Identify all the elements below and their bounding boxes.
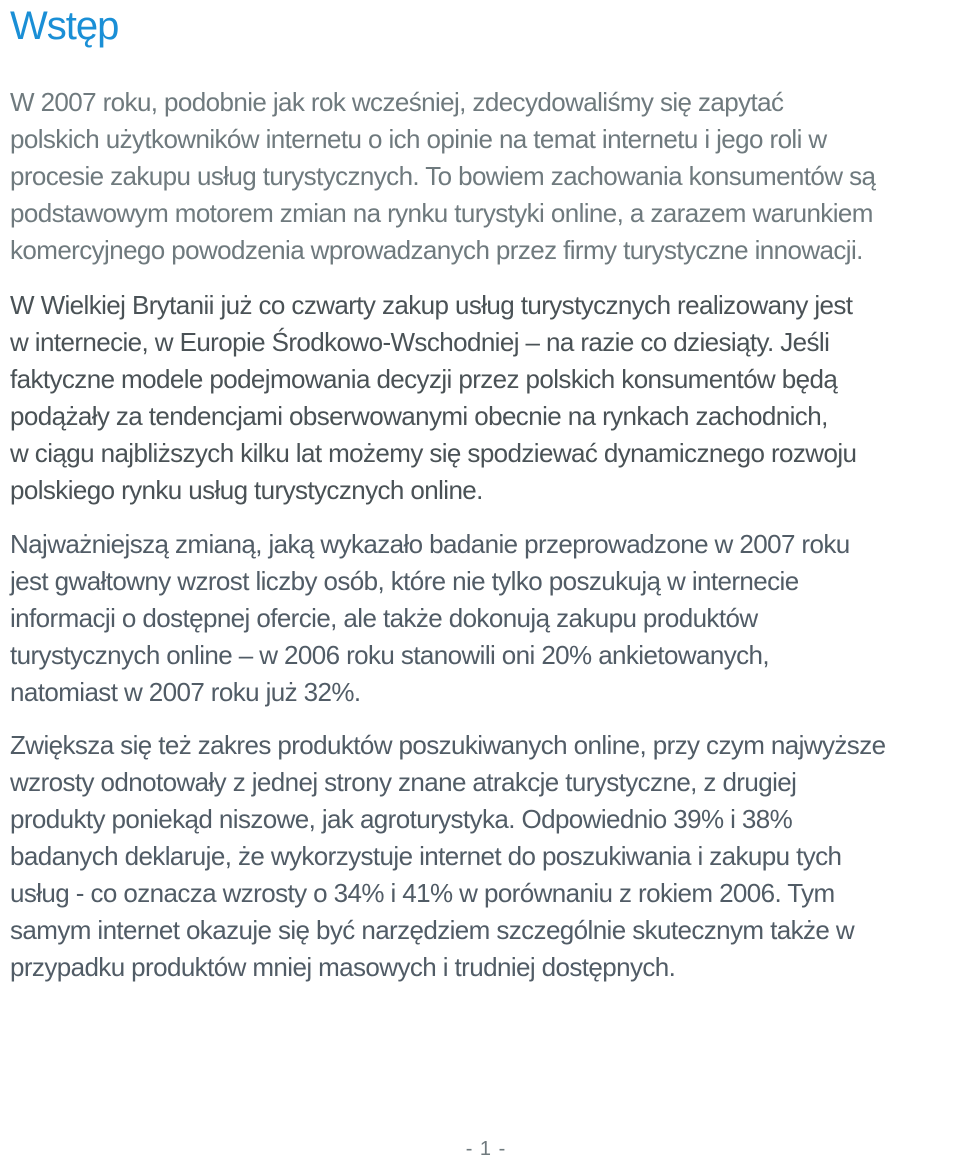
page-number: - 1 - <box>465 1138 507 1160</box>
paragraph-line: Najważniejszą zmianą, jaką wykazało badanie przeprowadzone w 2007 roku <box>10 529 850 559</box>
paragraph-line: informacji o dostępnej ofercie, ale także dokonują zakupu produktów <box>10 603 758 633</box>
paragraph-line: natomiast w 2007 roku już 32%. <box>10 677 361 707</box>
paragraph-line: usług - co oznacza wzrosty o 34% i 41% w porównaniu z rokiem 2006. Tym <box>10 878 835 908</box>
page-title: Wstęp <box>10 4 119 48</box>
paragraph-key-change <box>10 526 955 711</box>
paragraph-line: w internecie, w Europie Środkowo-Wschodniej – na razie co dziesiąty. Jeśli <box>10 327 830 357</box>
paragraph-line: podstawowym motorem zmian na rynku turystyki online, a zarazem warunkiem <box>10 198 873 228</box>
paragraph-line: W Wielkiej Brytanii już co czwarty zakup usług turystycznych realizowany jest <box>10 290 853 320</box>
paragraph-line: badanych deklaruje, że wykorzystuje internet do poszukiwania i zakupu tych <box>10 841 842 871</box>
paragraph-line: w ciągu najbliższych kilku lat możemy się spodziewać dynamicznego rozwoju <box>10 438 857 468</box>
paragraph-line: polskiego rynku usług turystycznych online. <box>10 475 483 505</box>
paragraph-line: Zwiększa się też zakres produktów poszukiwanych online, przy czym najwyższe <box>10 730 886 760</box>
paragraph-line: procesie zakupu usług turystycznych. To bowiem zachowania konsumentów są <box>10 161 876 191</box>
paragraph-line: wzrosty odnotowały z jednej strony znane atrakcje turystyczne, z drugiej <box>10 767 797 797</box>
paragraph-uk-comparison <box>10 287 955 509</box>
paragraph-line: W 2007 roku, podobnie jak rok wcześniej, zdecydowaliśmy się zapytać <box>10 87 784 117</box>
paragraph-line: produkty poniekąd niszowe, jak agroturystyka. Odpowiednio 39% i 38% <box>10 804 793 834</box>
paragraph-line: jest gwałtowny wzrost liczby osób, które nie tylko poszukują w internecie <box>10 566 799 596</box>
paragraph-line: samym internet okazuje się być narzędziem szczególnie skutecznym także w <box>10 915 855 945</box>
paragraph-product-range <box>10 727 955 986</box>
paragraph-line: komercyjnego powodzenia wprowadzanych przez firmy turystyczne innowacji. <box>10 235 863 265</box>
page-footer <box>0 1138 960 1161</box>
paragraph-intro <box>10 84 955 269</box>
paragraph-line: podążały za tendencjami obserwowanymi obecnie na rynkach zachodnich, <box>10 401 828 431</box>
paragraph-line: faktyczne modele podejmowania decyzji przez polskich konsumentów będą <box>10 364 838 394</box>
paragraph-line: przypadku produktów mniej masowych i trudniej dostępnych. <box>10 952 676 982</box>
paragraph-line: polskich użytkowników internetu o ich opinie na temat internetu i jego roli w <box>10 124 827 154</box>
paragraph-line: turystycznych online – w 2006 roku stanowili oni 20% ankietowanych, <box>10 640 770 670</box>
